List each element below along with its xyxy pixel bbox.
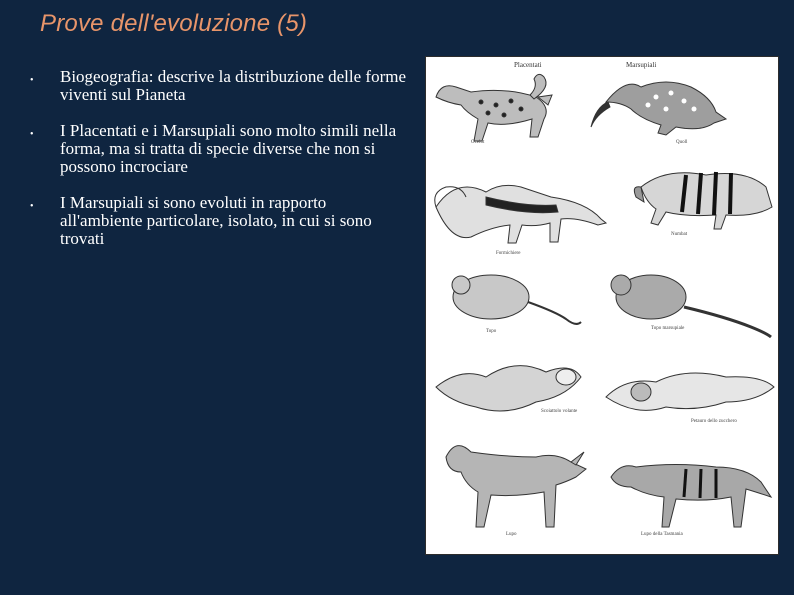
quoll-icon: [591, 82, 726, 135]
ocelot-icon: [436, 74, 552, 141]
bullet-item: [30, 122, 410, 176]
animals-illustration: [426, 57, 778, 554]
wolf-icon: [446, 446, 586, 527]
wolf-label: Lupo: [506, 532, 517, 537]
sugar-glider-icon: [606, 373, 774, 410]
ocelot-label: Ocelot: [471, 140, 485, 145]
animal-comparison-figure: [425, 56, 779, 555]
bullet-item: [30, 194, 410, 248]
flying-squirrel-icon: [436, 366, 581, 411]
thylacine-icon: [611, 465, 771, 528]
dunnart-icon: [611, 275, 771, 337]
anteater-label: Formichiere: [496, 251, 521, 256]
bullet-dot-icon: •: [30, 129, 34, 140]
numbat-label: Numbat: [671, 232, 688, 237]
bullet-dot-icon: •: [30, 201, 34, 212]
header-placentals: Placentati: [514, 61, 542, 69]
bullet-text: I Marsupiali si sono evoluti in rapporto all'ambiente particolare, isolato, in cui si sono trovati: [60, 193, 372, 248]
bullet-dot-icon: •: [30, 75, 34, 86]
numbat-icon: [634, 172, 772, 229]
slide-title: Prove dell'evoluzione (5): [40, 10, 308, 37]
flying-squirrel-label: Scoiattolo volante: [541, 409, 578, 414]
mouse-icon: [452, 275, 581, 324]
dunnart-label: Topo marsupiale: [651, 326, 685, 331]
bullet-item: [30, 68, 410, 104]
bullet-text: I Placentati e i Marsupiali sono molto simili nella forma, ma si tratta di specie diverse che non si possono incrociare: [60, 121, 397, 176]
thylacine-label: Lupo della Tasmania: [641, 532, 683, 537]
bullet-list: [30, 68, 410, 266]
mouse-label: Topo: [486, 329, 497, 334]
anteater-icon: [435, 185, 606, 243]
header-marsupials: Marsupiali: [626, 61, 657, 69]
sugar-glider-label: Petauro dello zucchero: [691, 419, 737, 424]
bullet-text: Biogeografia: descrive la distribuzione delle forme viventi sul Pianeta: [60, 67, 407, 104]
quoll-label: Quoll: [676, 140, 688, 145]
